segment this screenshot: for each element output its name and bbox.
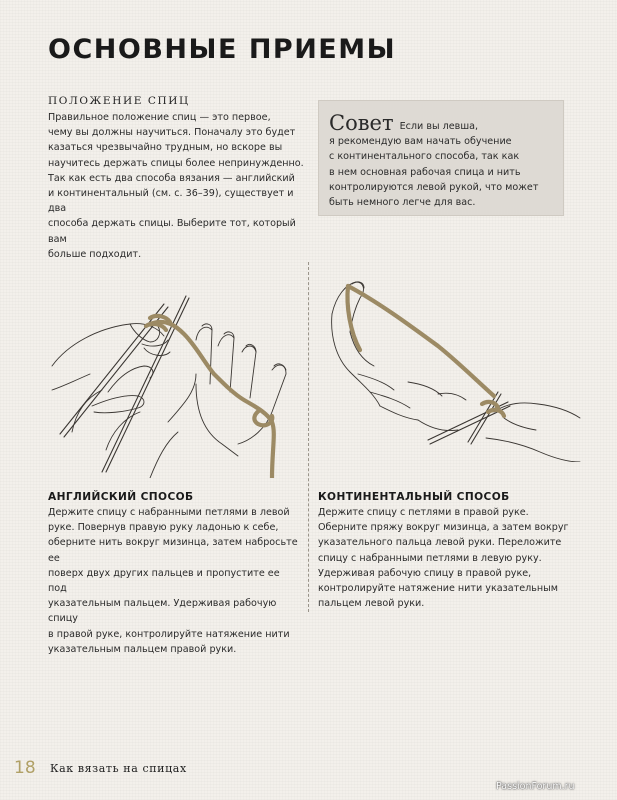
continental-line: спицу с набранными петлями в левую руку. (318, 552, 542, 564)
page-number: 18 (14, 758, 36, 778)
tip-first-line (329, 111, 551, 135)
continental-method-hands-illustration (318, 262, 588, 462)
continental-line: Держите спицу с петлями в правой руке. (318, 507, 529, 518)
english-line: указательным пальцем. Удерживая рабочую спицу (48, 598, 277, 625)
continental-line: Удерживая рабочую спицу в правой руке, (318, 567, 532, 579)
tip-line: я рекомендую вам начать обучение (329, 136, 512, 148)
english-method-heading: АНГЛИЙСКИЙ СПОСОБ (48, 491, 194, 503)
tip-line: быть немного легче для вас. (329, 197, 476, 209)
english-line: оберните нить вокруг мизинца, затем набросьте ее (48, 537, 298, 564)
continental-line: пальцем левой руки. (318, 598, 425, 610)
continental-line: указательного пальца левой руки. Переложите (318, 537, 562, 549)
column-divider (308, 262, 309, 612)
english-method-text (48, 505, 298, 657)
intro-line: казаться чрезвычайно трудным, но вскоре вы (48, 142, 283, 154)
intro-line: Так как есть два способа вязания — английский (48, 172, 295, 184)
intro-paragraph (48, 110, 306, 262)
tip-text (329, 111, 551, 210)
intro-line: способа держать спицы. Выберите тот, который вам (48, 218, 296, 245)
intro-line: и континентальный (см. с. 36–39), существует и два (48, 188, 294, 215)
continental-line: Оберните пряжу вокруг мизинца, а затем вокруг (318, 522, 569, 534)
tip-box (318, 100, 564, 216)
intro-line: Правильное положение спиц — это первое, (48, 112, 271, 123)
tip-line: контролируются левой рукой, что может (329, 181, 539, 193)
section-heading: ПОЛОЖЕНИЕ СПИЦ (48, 95, 190, 107)
continental-line: контролируйте натяжение нити указательным (318, 583, 558, 595)
continental-method-text (318, 505, 576, 611)
english-line: в правой руке, контролируйте натяжение нити (48, 628, 290, 640)
english-line: руке. Повернув правую руку ладонью к себе, (48, 522, 279, 534)
tip-title: Совет (329, 111, 394, 135)
english-method-hands-illustration (46, 282, 304, 478)
page-title: ОСНОВНЫЕ ПРИЕМЫ (48, 34, 397, 65)
watermark: PassionForum.ru (496, 781, 575, 792)
tip-line: в нем основная рабочая спица и нить (329, 166, 521, 178)
english-line: Держите спицу с набранными петлями в левой (48, 507, 290, 518)
english-line: указательным пальцем правой руки. (48, 643, 237, 655)
continental-method-heading: КОНТИНЕНТАЛЬНЫЙ СПОСОБ (318, 491, 510, 503)
book-title: Как вязать на спицах (50, 762, 187, 775)
tip-line: с континентального способа, так как (329, 151, 520, 163)
intro-line: научитесь держать спицы более непринужденно. (48, 157, 304, 169)
english-line: поверх двух других пальцев и пропустите ее под (48, 567, 280, 595)
tip-line: Если вы левша, (399, 121, 479, 132)
intro-line: чему вы должны научиться. Поначалу это будет (48, 127, 296, 139)
intro-line: больше подходит. (48, 248, 142, 260)
